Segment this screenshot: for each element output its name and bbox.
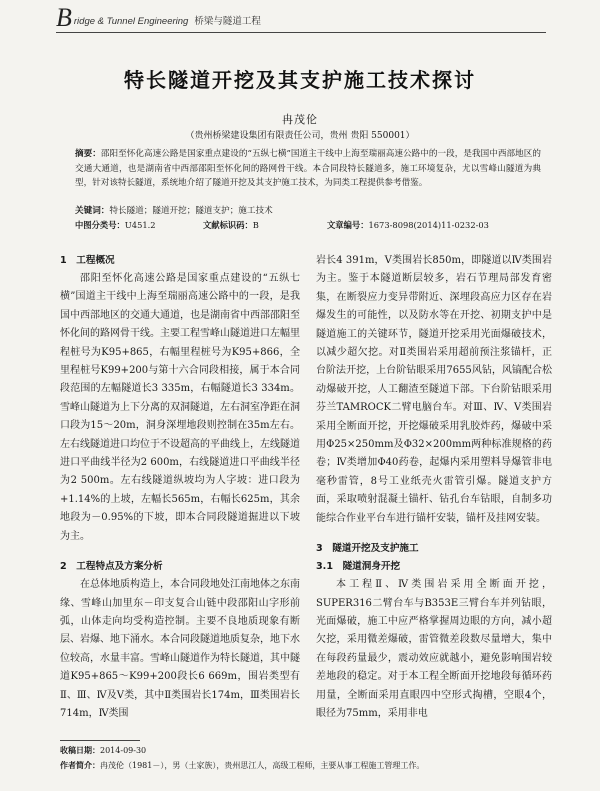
right-column	[316, 252, 552, 723]
keywords	[75, 204, 541, 218]
bio-label: 作者简介：	[60, 761, 100, 770]
received-label: 收稿日期：	[60, 746, 100, 755]
doc-code	[203, 218, 259, 232]
article-number	[327, 218, 489, 232]
abstract-label: 摘要：	[75, 149, 101, 159]
footnote-rule	[60, 740, 140, 741]
received-value: 2014-09-30	[100, 746, 147, 755]
section-1-paragraph: 邵阳至怀化高速公路是国家重点建设的“五纵七横”国道主干线中上海至瑞丽高速公路中的一段，是我国中西部地区的交通大通道，也是湖南省中西部邵阳至怀化间的路网骨干线。主要工程雪峰山隧道进口左幅里程桩号为K95+865，右幅里程桩号为K95+866，全里程桩号K99+200与第十六合同段相接，属于本合同段范围的左幅隧道长3 335m，右幅隧道长3 334m。雪峰山隧道为上下分离的双洞隧道，左右洞室净距在洞口段为15～20m，洞身深埋地段则控制在35m左右。左右线隧道进口均位于不设超高的平曲线上，左线隧道进口平曲线半径为2 600m，右线隧道进口平曲线半径为2 500m。左右线隧道纵坡均为人字坡：进口段为+1.14%的上坡，左幅长565m，右幅长625m，其余地段为－0.95%的下坡，即本合同段隧道掘进以下坡为主。	[60, 273, 300, 542]
abstract	[75, 147, 541, 191]
clc-value: U451.2	[124, 220, 156, 230]
keywords-label: 关键词：	[75, 206, 110, 216]
section-3-1-heading: 3.1 隧道洞身开挖	[316, 561, 401, 573]
doc-value: B	[252, 220, 259, 230]
left-column	[60, 252, 300, 723]
received-date	[60, 745, 550, 757]
section-2-heading: 2 工程特点及方案分析	[60, 561, 163, 573]
article-author: 冉茂伦	[282, 113, 318, 126]
article-label: 文章编号：	[327, 220, 369, 230]
abstract-text: 邵阳至怀化高速公路是国家重点建设的“五纵七横”国道主干线中上海至瑞丽高速公路中的一段，是我国中西部地区的交通大通道，也是湖南省中西部邵阳至怀化间的路网骨干线。本合同段特长隧道多，施工环境复杂，尤以雪峰山隧道为典型，针对该特长隧道，系统地介绍了隧道开挖及其支护施工技术，为同类工程提供参考借鉴。	[75, 149, 541, 189]
header-rule	[56, 32, 546, 33]
journal-header	[56, 3, 261, 32]
section-2-paragraph: 在总体地质构造上，本合同段地处江南地体之东南缘、雪峰山加里东－印支复合山链中段邵阳山字形前弧，山体走向均受构造控制。主要不良地质现象有断层、岩爆、地下涌水。本合同段隧道地质复杂，地下水位较高，水量丰富。雪峰山隧道作为特长隧道，其中隧道K95+865～K99+200段长6 669m，围岩类型有Ⅱ、Ⅲ、Ⅳ及Ⅴ类，其中Ⅱ类围岩长174m，Ⅲ类围岩长714m，Ⅳ类围	[60, 579, 300, 719]
author-affiliation: （贵州桥梁建设集团有限责任公司，贵州 贵阳 550001）	[185, 131, 415, 141]
doc-label: 文献标识码：	[203, 220, 253, 230]
article-value: 1673-8098(2014)11-0232-03	[368, 220, 489, 230]
journal-name-en: ridge & Tunnel Engineering	[73, 16, 189, 27]
author-bio	[60, 760, 550, 772]
section-1-heading: 1 工程概况	[60, 255, 115, 266]
section-3-1-paragraph: 本工程Ⅱ、Ⅳ类围岩采用全断面开挖，SUPER316二臂台车与B353E三臂台车并列钻眼，光面爆破，施工中应严格掌握周边眼的方向，减小超欠挖，采用微差爆破，雷管微差段数尽量增大，集中在每段药量最少，震动效应就越小，避免影响围岩较差地段的稳定。对于本工程全断面开挖地段每循环药用量，全断面采用直眼四中空形式掏槽，空眼4个，眼径为75mm，采用非电	[316, 579, 552, 719]
keywords-text: 特长隧道；隧道开挖；隧道支护；施工技术	[109, 206, 273, 216]
bio-value: 冉茂伦（1981－），男（土家族），贵州思江人，高级工程师，主要从事工程施工管理工作。	[100, 761, 425, 770]
article-title: 特长隧道开挖及其支护施工技术探讨	[124, 68, 476, 92]
clc-label: 中图分类号：	[75, 220, 125, 230]
journal-name-cn: 桥梁与隧道工程	[194, 16, 261, 27]
journal-initial: B	[56, 3, 72, 32]
section-3-heading: 3 隧道开挖及支护施工	[316, 543, 419, 555]
section-2-paragraph-continued: 岩长4 391m，Ⅴ类围岩长850m，即隧道以Ⅳ类围岩为主。鉴于本隧道断层较多，岩石节理局部发育密集，在断裂应力变异带附近、深埋段高应力区存在岩爆发生的可能性，以及防水等在开挖、初期支护中是隧道施工的关键环节，隧道开挖采用光面爆破技术，以减少超欠挖。对Ⅱ类围岩采用超前预注浆锚杆，正台阶法开挖，上台阶钻眼采用7655风钻，风镐配合松动爆破开挖，人工翻渣至隧道下部。下台阶钻眼采用芬兰TAMROCK二臂电脑台车。对Ⅲ、Ⅳ、Ⅴ类围岩采用全断面开挖，开挖爆破采用乳胶炸药，爆破中采用Φ25×250mm及Φ32×200mm两种标准规格的药卷；Ⅳ类增加Φ40药卷，起爆内采用塑料导爆管非电毫秒雷管，8号工业纸壳火雷管引爆。隧道支护方面，采取喷射混凝土锚杆、钻孔台车钻眼，自制多功能综合作业平台车进行锚杆安装，锚杆及挂网安装。	[316, 255, 552, 524]
clc-number	[75, 218, 156, 232]
